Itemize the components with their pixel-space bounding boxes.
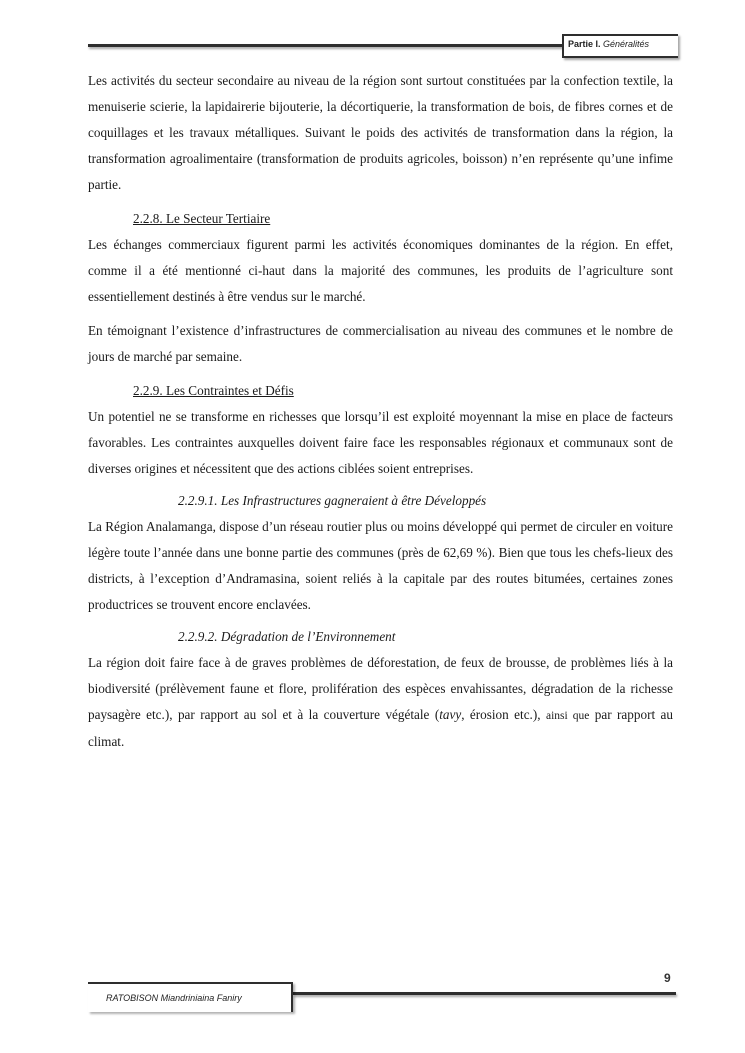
heading-environnement: 2.2.9.2. Dégradation de l’Environnement (178, 629, 396, 644)
heading-secteur-tertiaire (88, 206, 673, 232)
heading-secteur-tertiaire-text: 2.2.8. Le Secteur Tertiaire (133, 211, 271, 226)
paragraph-degradation-part-b: , érosion etc.), (461, 707, 546, 722)
paragraph-degradation-small: ainsi que (545, 710, 590, 722)
paragraph-potentiel: Un potentiel ne se transforme en richesses que lorsqu’il est exploité moyennant la mise en place de facteurs favorables. Les contraintes auxquelles doivent faire face les responsables régionaux et communaux sont de diverses origines et nécessitent que des actions ciblées soient entreprises. (88, 409, 673, 476)
paragraph-echanges: Les échanges commerciaux figurent parmi les activités économiques dominantes de la région. En effet, comme il a été mentionné ci-haut dans la majorité des communes, les produits de l’agriculture sont essentiellement destinés à être vendus sur le marché. (88, 237, 673, 304)
header-rule (88, 44, 568, 47)
paragraph-temoignant: En témoignant l’existence d’infrastructures de commercialisation au niveau des communes et le nombre de jours de marché par semaine. (88, 323, 673, 364)
paragraph-secondary-sector: Les activités du secteur secondaire au niveau de la région sont surtout constituées par la confection textile, la menuiserie scierie, la lapidairerie bijouterie, la décortiquerie, la transformation de bois, de fibres cornes et de coquillages et les travaux métalliques. Suivant le poids des activités de transformation dans la région, la transformation agroalimentaire (transformation de produits agricoles, boisson) n’en représente qu’une infime partie. (88, 73, 673, 192)
paragraph-degradation-part-c: par rapport au climat. (88, 707, 674, 749)
paragraph-degradation-part-a: La région doit faire face à de graves problèmes de déforestation, de feux de brousse, de problèmes liés à la biodiversité (prélèvement faune et flore, prolifération des espèces envahissantes, dégradation de la richesse paysagère etc.), par rapport au sol et à la couverture végétale ( (88, 655, 673, 722)
footer-rule (293, 992, 676, 995)
header-part-title: Généralités (603, 39, 650, 49)
footer-author: RATOBISON Miandriniaina Faniry (106, 993, 242, 1003)
heading-infrastructures: 2.2.9.1. Les Infrastructures gagneraient à être Développés (178, 493, 487, 508)
running-header (568, 39, 649, 49)
heading-contraintes-defis-text: 2.2.9. Les Contraintes et Défis (133, 383, 294, 398)
paragraph-degradation (88, 650, 673, 755)
page-body (88, 68, 673, 755)
page-number: 9 (664, 971, 671, 985)
term-tavy: tavy (439, 707, 462, 722)
paragraph-reseau-routier: La Région Analamanga, dispose d’un réseau routier plus ou moins développé qui permet de circuler en voiture légère toute l’année dans une bonne partie des communes (près de 62,69 %). Bien que tous les chefs-lieux des districts, à l’exception d’Andramasina, soient reliés à la capitale par des routes bitumées, certaines zones productrices se trouvent encore enclavées. (88, 519, 673, 612)
header-part-label: Partie I. (568, 39, 601, 49)
heading-contraintes-defis (88, 378, 673, 404)
